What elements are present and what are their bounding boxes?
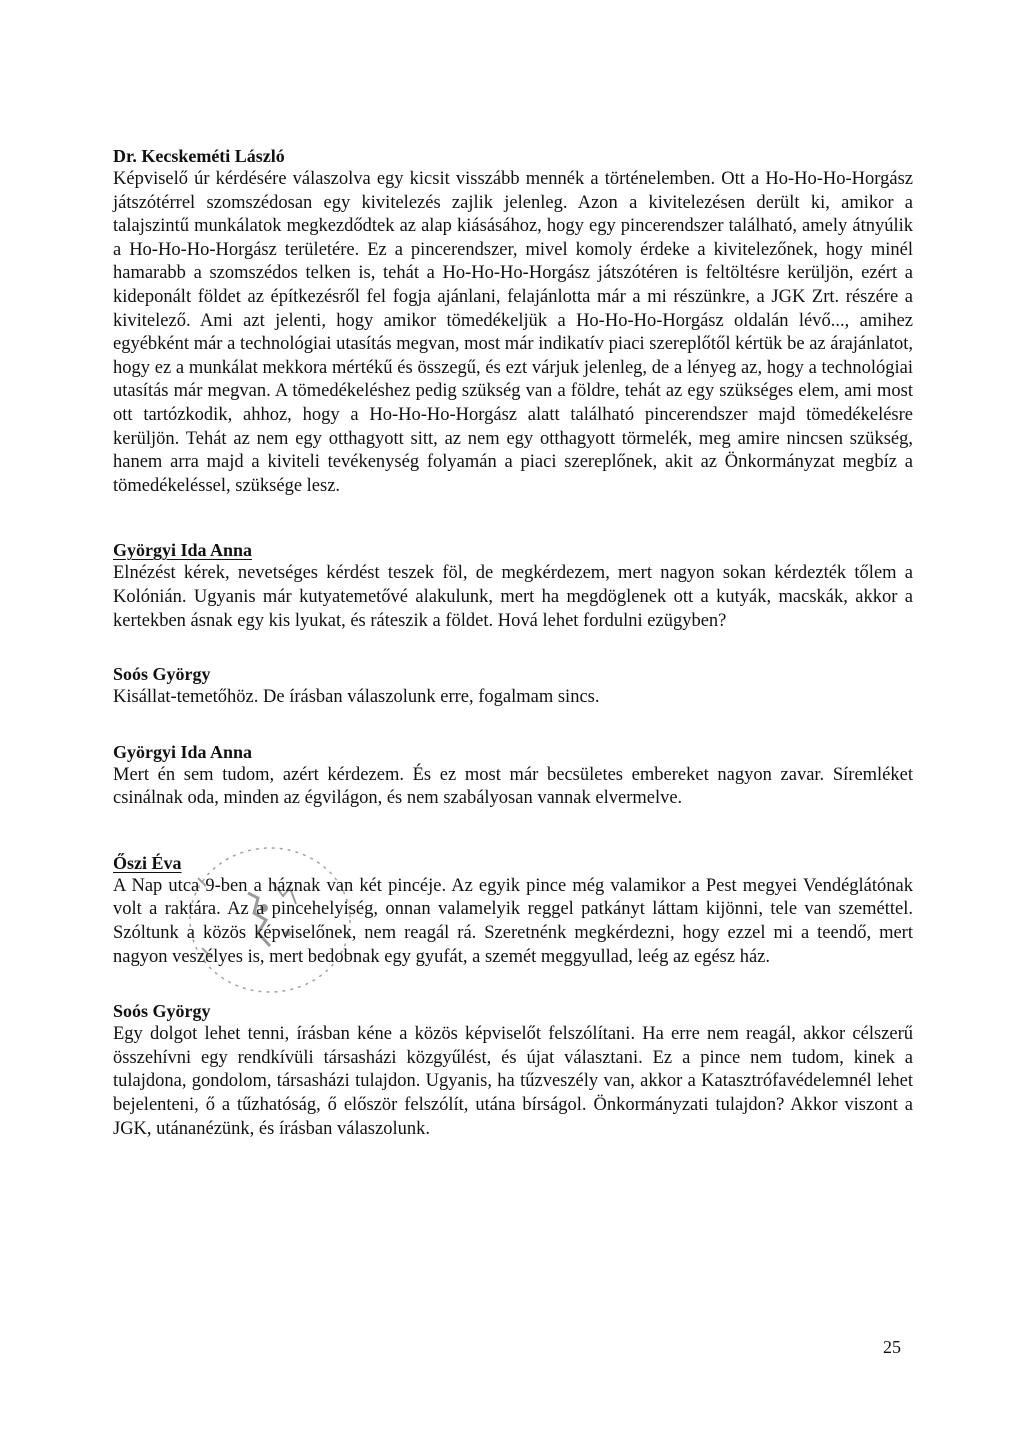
speaker-name: Györgyi Ida Anna: [113, 741, 253, 762]
speaker-name: Soós György: [113, 664, 211, 685]
section-soos-2: [113, 1000, 913, 1141]
speech-text: Egy dolgot lehet tenni, írásban kéne a közös képviselőt felszólítani. Ha erre nem reagál, akkor célszerű összehívni egy rendkívüli társasházi közgyűlést, és újat választani. Ez a pince nem tudom, kinek a tulajdona, gondolom, társasházi tulajdon. Ugyanis, ha tűzveszély van, akkor a Katasztrófavédelemnél lehet bejelenteni, ő a tűzhatóság, ő először felszólít, utána bírságol. Önkormányzati tulajdon? Akkor viszont a JGK, utánanézünk, és írásban válaszolunk.: [113, 1024, 913, 1139]
section-soos-1: [113, 663, 913, 710]
speech-text: Képviselő úr kérdésére válaszolva egy kicsit visszább mennék a történelemben. Ott a Ho-Ho-Ho-Horgász játszótérrel szomszédosan egy kivitelezés zajlik jelenleg. Azon a kivitelezésen derült ki, amikor a talajszintű munkálatok megkezdődtek az alap kiásásához, hogy egy pincerendszer található, amely átnyúlik a Ho-Ho-Ho-Horgász területére. Ez a pincerendszer, mivel komoly érdeke a kivitelezőnek, hogy minél hamarabb a szomszédos telken is, tehát a Ho-Ho-Ho-Horgász játszótéren is feltöltésre kerüljön, ezért a kideponált földet az építkezésről fel fogja ajánlani, felajánlotta már a mi részünkre, a JGK Zrt. részére a kivitelező. Ami azt jelenti, hogy amikor tömedékeljük a Ho-Ho-Ho-Horgász oldalán lévő..., amihez egyébként már a technológiai utasítás megvan, most már indikatív piaci szereplőtől kértük be az árajánlatot, hogy ez a munkálat mekkora mértékű és összegű, és ezt várjuk jelenleg, de a lényeg az, hogy a technológiai utasítás már megvan. A tömedékeléshez pedig szükség van a földre, tehát az egy szükséges elem, ami most ott tartózkodik, ahhoz, hogy a Ho-Ho-Ho-Horgász alatt található pincerendszer majd tömedékelésre kerüljön. Tehát az nem egy otthagyott sitt, az nem egy otthagyott törmelék, meg amire nincsen szükség, hanem arra majd a kiviteli tevékenység folyamán a piaci szereplőnek, akit az Önkormányzat megbíz a tömedékeléssel, szüksége lesz.: [113, 169, 913, 496]
speech-text: Elnézést kérek, nevetséges kérdést teszek föl, de megkérdezem, mert nagyon sokan kérdezték tőlem a Kolónián. Ugyanis már kutyatemetővé alakulunk, mert ha megdöglenek ott a kutyák, macskák, akkor a kertekben ásnak egy kis lyukat, és ráteszik a földet. Hová lehet fordulni ezügyben?: [113, 563, 913, 631]
speaker-name: Györgyi Ida Anna: [113, 540, 253, 561]
speech-text: A Nap utca 9-ben a háznak van két pincéje. Az egyik pince még valamikor a Pest megyei Vendéglátónak volt a raktára. Az a pincehelyiség, onnan valamelyik reggel patkányt láttam kijönni, tele van szeméttel. Szóltunk a közös képviselőnek, nem reagál rá. Szeretnénk megkérdezni, hogy ezzel mi a teendő, mert nagyon veszélyes is, mert bedobnak egy gyufát, a szemét meggyullad, leég az egész ház.: [113, 875, 913, 967]
speech-text: Kisállat-temetőhöz. De írásban válaszolunk erre, fogalmam sincs.: [113, 687, 600, 708]
speaker-name: Dr. Kecskeméti László: [113, 146, 285, 166]
page-number: 25: [883, 1337, 901, 1357]
spacer: [113, 498, 913, 539]
speech-text: Mert én sem tudom, azért kérdezem. És ez most már becsületes embereket nagyon zavar. Síremléket csinálnak oda, minden az égvilágon, és nem szabályosan vannak elvermelve.: [113, 764, 913, 809]
section-gyorgyi-1: [113, 539, 913, 633]
spacer: [113, 710, 913, 741]
ink-stamp-mark: [178, 838, 356, 1008]
section-gyorgyi-2: [113, 741, 913, 811]
speaker-name: Soós György: [113, 1001, 211, 1022]
spacer: [113, 633, 913, 663]
speaker-name: Őszi Éva: [113, 852, 182, 873]
section-kecskemeti: [113, 145, 913, 498]
